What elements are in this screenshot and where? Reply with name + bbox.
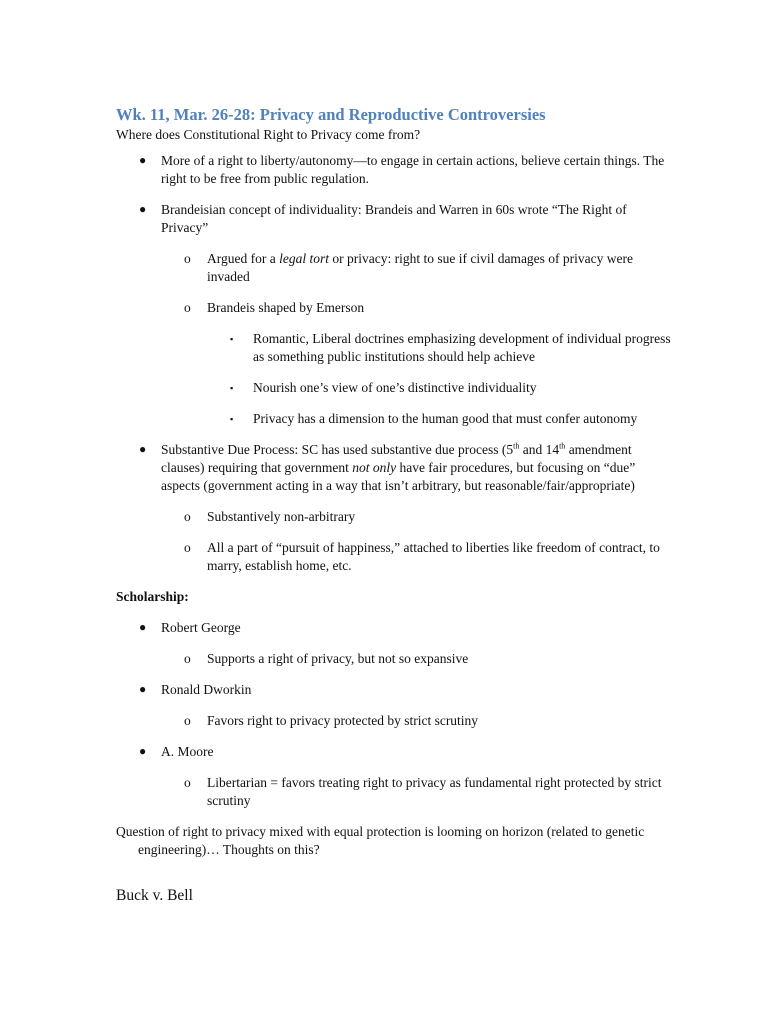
- bullet-circle-icon: o: [184, 251, 191, 266]
- bullet-circle-icon: o: [184, 540, 191, 555]
- bullet-circle-icon: o: [184, 300, 191, 315]
- bullet-dot-icon: ●: [139, 682, 147, 696]
- bullet-circle-icon: o: [184, 713, 191, 728]
- list-item: ▪ Privacy has a dimension to the human good that must confer autonomy: [230, 411, 638, 426]
- question-paragraph: Question of right to privacy mixed with equal protection is looming on horizon (related to genetic engineering)… Thoughts on this?: [116, 824, 645, 857]
- page-title: Wk. 11, Mar. 26-28: Privacy and Reproductive Controversies: [116, 105, 546, 124]
- list-item: o Supports a right of privacy, but not so expansive: [184, 651, 469, 666]
- bullet-circle-icon: o: [184, 775, 191, 790]
- bullet-square-icon: ▪: [230, 334, 234, 344]
- bullet-dot-icon: ●: [139, 744, 147, 758]
- case-heading: Buck v. Bell: [116, 887, 193, 904]
- list-item: o Libertarian = favors treating right to privacy as fundamental right protected by strict scrutiny: [184, 775, 662, 808]
- list-item: o All a part of “pursuit of happiness,” attached to liberties like freedom of contract, to marry, establish home, etc.: [184, 540, 660, 573]
- list-item: ● Robert George: [139, 620, 241, 635]
- bullet-square-icon: ▪: [230, 383, 234, 393]
- list-item: ● A. Moore: [139, 744, 214, 759]
- bullet-dot-icon: ●: [139, 442, 147, 456]
- list-item: ● More of a right to liberty/autonomy—to engage in certain actions, believe certain things. The right to be free from public regulation.: [139, 153, 665, 186]
- list-item: o Brandeis shaped by Emerson: [184, 300, 365, 315]
- list-item: ● Substantive Due Process: SC has used substantive due process (5th and 14th amendment clauses) requiring that government not only have fair procedures, but focusing on “due” aspects (government acting in a way that isn’t arbitrary, but reasonable/fair/appropriate): [139, 441, 636, 493]
- list-item: ▪ Romantic, Liberal doctrines emphasizing development of individual progress as something public institutions should help achieve: [230, 331, 671, 364]
- scholarship-heading: Scholarship:: [116, 589, 189, 604]
- list-item: o Favors right to privacy protected by strict scrutiny: [184, 713, 479, 728]
- list-item: o Argued for a legal tort or privacy: right to sue if civil damages of privacy were invaded: [184, 251, 634, 284]
- bullet-square-icon: ▪: [230, 414, 234, 424]
- bullet-dot-icon: ●: [139, 202, 147, 216]
- bullet-dot-icon: ●: [139, 153, 147, 167]
- document-page: [116, 104, 676, 904]
- list-item: ● Ronald Dworkin: [139, 682, 252, 697]
- bullet-circle-icon: o: [184, 509, 191, 524]
- bullet-circle-icon: o: [184, 651, 191, 666]
- bullet-dot-icon: ●: [139, 620, 147, 634]
- list-item: ● Brandeisian concept of individuality: Brandeis and Warren in 60s wrote “The Right of Privacy”: [139, 202, 627, 235]
- list-item: o Substantively non-arbitrary: [184, 509, 356, 524]
- list-item: ▪ Nourish one’s view of one’s distinctive individuality: [230, 380, 537, 395]
- subtitle: Where does Constitutional Right to Privacy come from?: [116, 127, 421, 142]
